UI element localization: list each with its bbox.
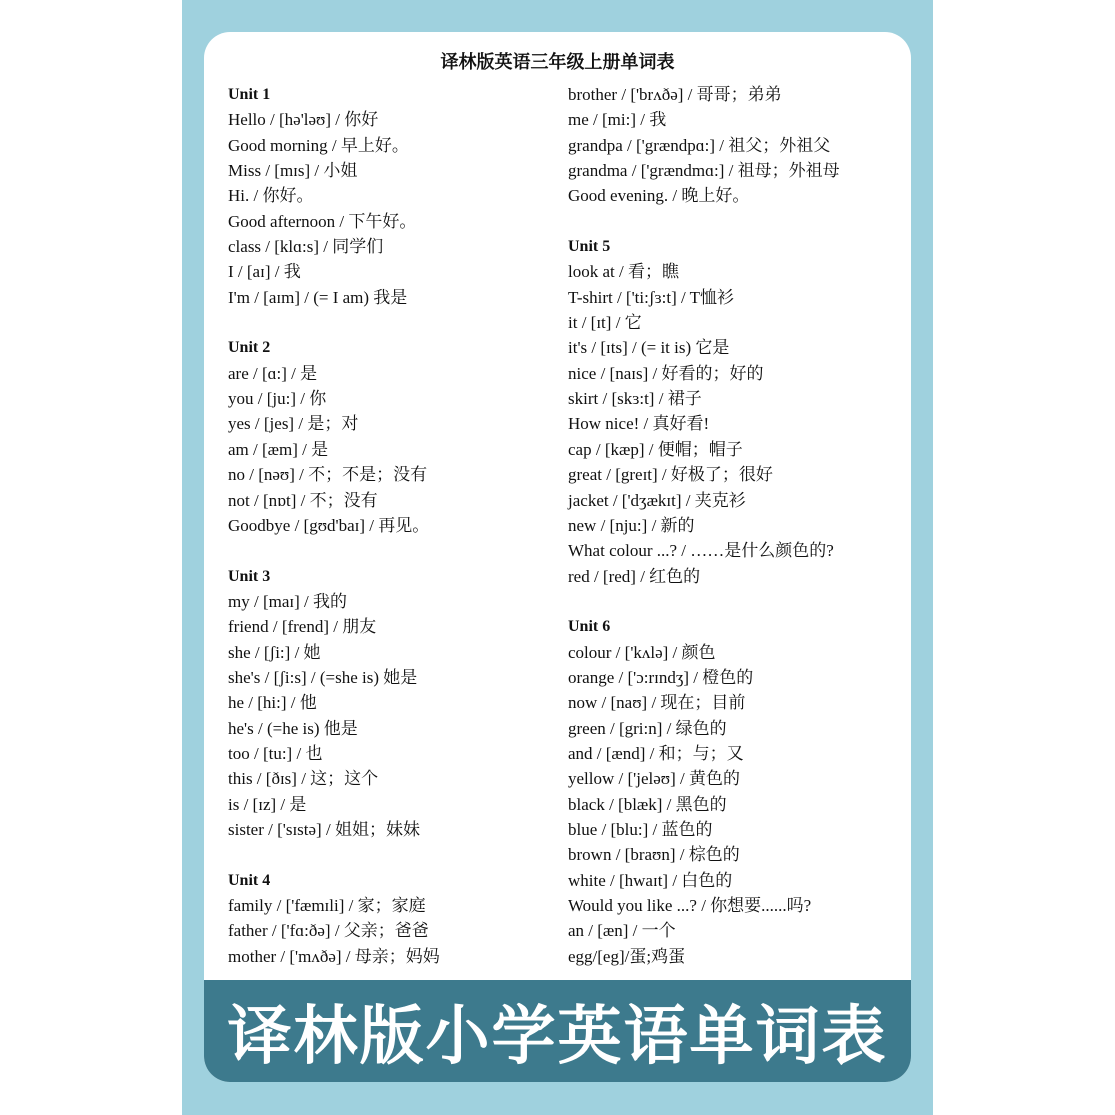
vocab-entry: brown / [braʊn] / 棕色的 [568,845,740,865]
vocab-entry: look at / 看；瞧 [568,262,679,282]
vocab-entry: I / [aɪ] / 我 [228,262,301,282]
vocab-entry: Hi. / 你好。 [228,186,314,206]
vocab-entry: orange / ['ɔ:rɪndʒ] / 橙色的 [568,667,754,687]
vocab-entry: I'm / [aɪm] / (= I am) 我是 [228,287,408,307]
vocab-entry: T-shirt / ['ti:ʃɜ:t] / T恤衫 [568,287,735,307]
vocab-entry: are / [ɑ:] / 是 [228,363,318,383]
vocab-entry: black / [blæk] / 黑色的 [568,794,727,814]
vocab-entry: white / [hwaɪt] / 白色的 [568,870,733,890]
vocab-entry: no / [nəʊ] / 不；不是；没有 [228,465,428,485]
vocab-entry: Good evening. / 晚上好。 [568,186,750,206]
vocab-entry: red / [red] / 红色的 [568,566,701,586]
vocab-entry: an / [æn] / 一个 [568,921,676,941]
vocab-entry: Good afternoon / 下午好。 [228,211,417,231]
vocabulary-card [204,32,911,1082]
vocab-entry: Good morning / 早上好。 [228,135,409,155]
unit-heading: Unit 4 [228,871,271,889]
unit-heading: Unit 6 [568,618,611,636]
vocab-entry: he's / (=he is) 他是 [228,718,358,738]
vocab-entry: he / [hi:] / 他 [228,693,317,713]
banner-title: 译林版小学英语单词表 [227,1000,888,1074]
vocab-entry: yes / [jes] / 是；对 [228,414,359,434]
section-gap [228,842,440,867]
vocab-entry: cap / [kæp] / 便帽；帽子 [568,439,743,459]
vocab-entry: not / [nɒt] / 不；没有 [228,490,378,510]
vocab-entry: it / [ɪt] / 它 [568,313,642,333]
vocab-entry: jacket / ['dʒækɪt] / 夹克衫 [568,490,746,510]
unit-heading: Unit 5 [568,238,611,256]
vocab-entry: sister / ['sɪstə] / 姐姐；妹妹 [228,819,420,839]
vocab-entry: friend / [frend] / 朋友 [228,617,377,637]
vocab-entry: What colour ...? / ……是什么颜色的? [568,541,834,561]
vocab-entry: nice / [naɪs] / 好看的；好的 [568,363,764,383]
vocab-entry: and / [ænd] / 和；与；又 [568,743,744,763]
unit-heading: Unit 2 [228,339,271,357]
vocab-entry: great / [greɪt] / 好极了；很好 [568,465,773,485]
vocab-entry: family / ['fæmɪli] / 家；家庭 [228,896,426,915]
vocab-entry: am / [æm] / 是 [228,439,329,459]
vocab-entry: too / [tu:] / 也 [228,743,323,763]
bottom-banner [204,980,911,1082]
section-gap [568,589,840,614]
vocab-entry: green / [gri:n] / 绿色的 [568,718,727,738]
unit-heading: Unit 1 [228,86,271,103]
vocab-entry: my / [maɪ] / 我的 [228,591,347,611]
vocab-entry: you / [ju:] / 你 [228,389,327,409]
vocab-entry: father / ['fɑ:ðə] / 父亲；爸爸 [228,921,429,941]
vocab-entry: this / [ðɪs] / 这；这个 [228,769,379,789]
vocab-entry: me / [mi:] / 我 [568,110,667,130]
vocab-entry: she / [ʃi:] / 她 [228,642,321,662]
vocab-entry: class / [klɑ:s] / 同学们 [228,237,384,257]
section-gap [568,209,840,234]
section-gap [228,310,440,335]
vocab-entry: it's / [ɪts] / (= it is) 它是 [568,338,730,358]
vocab-entry: Miss / [mɪs] / 小姐 [228,161,358,181]
vocab-entry: she's / [ʃi:s] / (=she is) 她是 [228,667,418,687]
vocab-entry: now / [naʊ] / 现在；目前 [568,693,746,713]
vocab-entry: Goodbye / [gʊd'baɪ] / 再见。 [228,515,430,535]
vocab-entry: grandma / ['grændmɑ:] / 祖母；外祖母 [568,161,840,181]
vocab-entry: brother / ['brʌðə] / 哥哥；弟弟 [568,85,782,104]
vocab-entry: egg/[eg]/蛋;鸡蛋 [568,946,686,966]
vocab-entry: blue / [blu:] / 蓝色的 [568,819,713,839]
vocab-entry: is / [ɪz] / 是 [228,794,307,814]
vocab-entry: yellow / ['jeləʊ] / 黄色的 [568,769,740,789]
document-title: 译林版英语三年级上册单词表 [440,52,675,73]
left-column [228,82,440,969]
right-column [568,82,840,969]
vocab-entry: colour / ['kʌlə] / 颜色 [568,642,716,662]
vocab-entry: skirt / [skɜ:t] / 裙子 [568,389,702,409]
vocab-entry: grandpa / ['grændpɑ:] / 祖父；外祖父 [568,135,831,155]
vocab-entry: Hello / [hə'ləʊ] / 你好 [228,110,379,130]
unit-heading: Unit 3 [228,567,271,585]
vocab-entry: new / [nju:] / 新的 [568,515,695,535]
vocab-entry: mother / ['mʌðə] / 母亲；妈妈 [228,946,440,966]
section-gap [228,538,440,563]
vocab-entry: How nice! / 真好看! [568,414,710,434]
vocab-entry: Would you like ...? / 你想要......吗? [568,896,812,915]
